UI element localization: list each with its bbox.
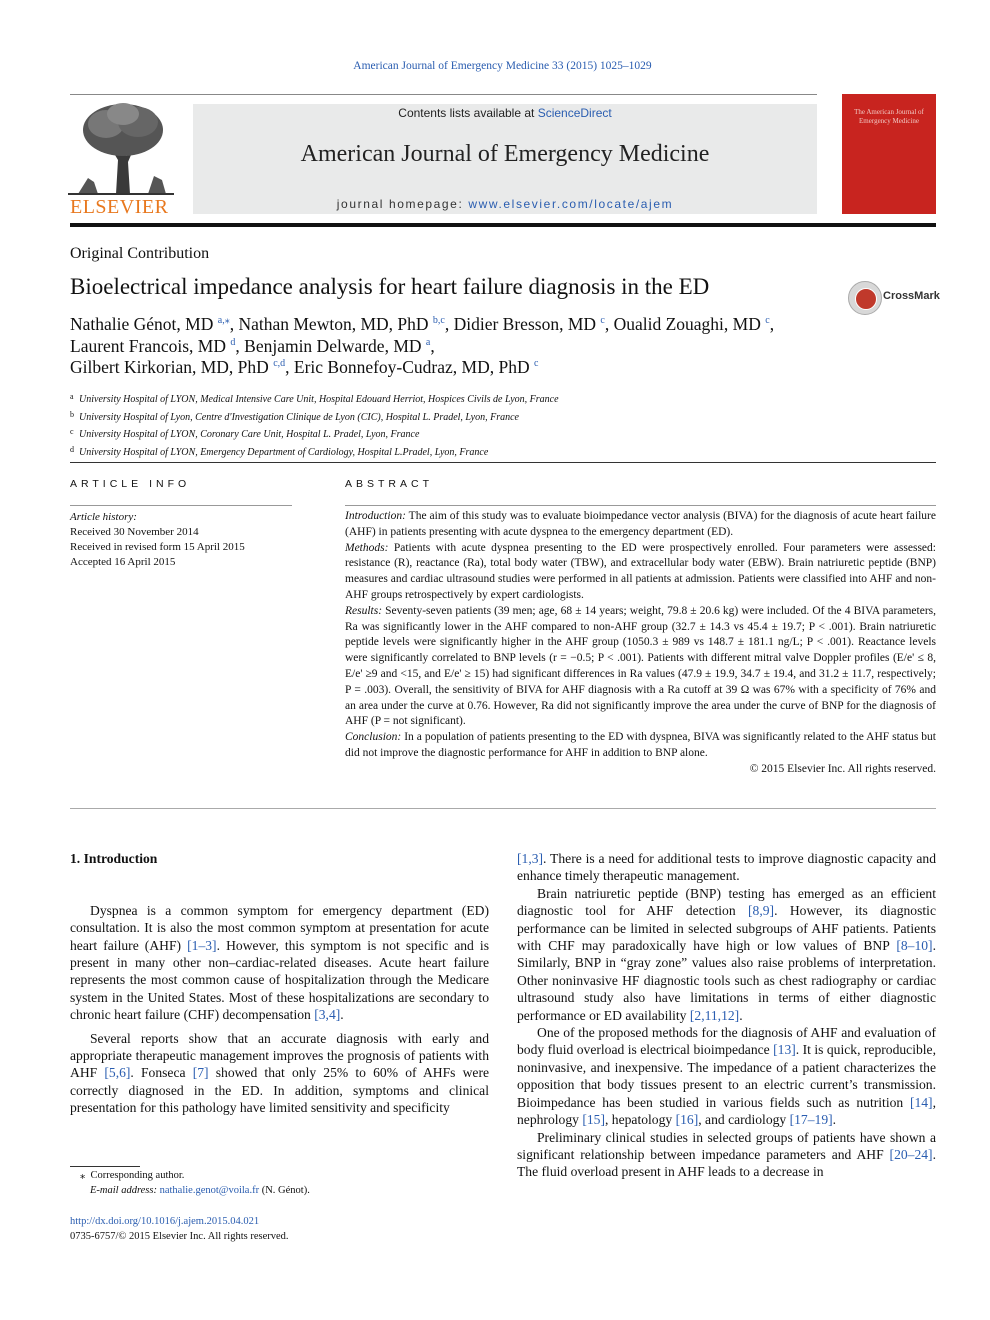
article-info-heading: ARTICLE INFO: [70, 478, 191, 490]
author-affiliation-link[interactable]: c: [765, 315, 770, 326]
contents-prefix: Contents lists available at: [398, 106, 538, 120]
journal-cover-title: The American Journal of Emergency Medicine: [854, 108, 924, 125]
abstract-label: Conclusion:: [345, 731, 402, 744]
reference-link[interactable]: [17–19]: [789, 1112, 833, 1128]
header-divider: [70, 94, 817, 95]
abstract-copyright: © 2015 Elsevier Inc. All rights reserved.: [749, 762, 936, 775]
author-list: [70, 314, 930, 379]
reference-link[interactable]: [13]: [773, 1042, 796, 1058]
reference-link[interactable]: [3,4]: [314, 1007, 341, 1023]
author-affiliation-link[interactable]: c: [600, 315, 605, 326]
author-separator: ,: [229, 314, 239, 334]
divider: [345, 505, 936, 506]
history-received: Received 30 November 2014: [70, 526, 199, 538]
body-paragraph: Brain natriuretic peptide (BNP) testing has emerged as an efficient diagnostic tool for AHF detection [8,9]. However, its diagnostic performance can be limited in selected subgroups of AHF patients. Patients with CHF may paradoxically have high or low values of BNP [8–10]. Similarly, BNP in “gray zone” values also raise problems of interpretation. Other noninvasive HF diagnostic tools such as chest radiography or cardiac ultrasound study also have limitations in terms of either diagnostic performance or ED availability [2,11,12].: [517, 885, 936, 1023]
body-paragraph: [1,3]. There is a need for additional tests to improve diagnostic capacity and enhance timely therapeutic management.: [517, 851, 936, 884]
corresponding-author-footnote: [70, 1168, 490, 1198]
history-accepted: Accepted 16 April 2015: [70, 556, 176, 568]
footnote-mark: ⁎: [80, 1170, 86, 1181]
body-paragraph: Dyspnea is a common symptom for emergency department (ED) consultation. It is also the most common symptom at presentation for acute heart failure (AHF) [1–3]. However, this symptom is not specific and is present in many other non–cardiac-related diseases. Acute heart failure represents the most common cause of hospitalization through the Medicare system in the United States. Most of these hospitalizations are secondary to chronic heart failure (CHF) decompensation [3,4].: [70, 902, 489, 1023]
body-paragraph: Preliminary clinical studies in selected groups of patients have shown a significant relationship between impedance parameters and AHF [20–24]. The fluid overload present in AHF leads to a decrease in: [517, 1129, 936, 1180]
body-column-right: [517, 850, 936, 1181]
affiliation-letter: b: [70, 409, 74, 419]
crossmark-icon: [848, 281, 882, 315]
author: Benjamin Delwarde, MD: [244, 335, 422, 356]
body-column-left: [70, 850, 489, 1117]
affiliation-text: University Hospital of LYON, Medical Intensive Care Unit, Hospital Edouard Herriot, Hospices Civils de Lyon, France: [79, 394, 559, 405]
author-affiliation-link[interactable]: b,c: [432, 315, 445, 326]
crossmark-badge[interactable]: [848, 281, 940, 317]
author-affiliation-link[interactable]: a: [425, 336, 431, 348]
reference-link[interactable]: [16]: [675, 1112, 699, 1128]
article-history: [70, 510, 295, 570]
header-rule: [70, 223, 936, 227]
abstract-text: In a population of patients presenting to the ED with dyspnea, BIVA was significantly related to the AHF status but did not improve the diagnostic performance for AHF in addition to BNP alone.: [345, 731, 936, 759]
author: Oualid Zouaghi, MD: [613, 314, 761, 334]
footnote-email-suffix: (N. Génot).: [259, 1185, 310, 1196]
reference-link[interactable]: [7]: [192, 1065, 209, 1081]
section-type: Original Contribution: [70, 245, 210, 262]
affiliation-item: [70, 443, 930, 461]
author-separator: ,: [604, 314, 614, 334]
abstract-conclusion: [345, 730, 936, 762]
affiliation-letter: d: [70, 444, 74, 454]
footnote-rule: [70, 1166, 140, 1167]
body-paragraph: One of the proposed methods for the diagnosis of AHF and evaluation of body fluid overload is electrical bioimpedance [13]. It is quick, reproducible, noninvasive, and inexpensive. The impedance of a patient characterizes the opposition that body tissues present to an electric current’s transmission. Bioimpedance has been studied in various fields such as nutrition [14], nephrology [15], hepatology [16], and cardiology [17–19].: [517, 1025, 936, 1128]
affiliation-text: University Hospital of LYON, Coronary Care Unit, Hospital L. Pradel, Lyon, France: [79, 429, 420, 440]
divider: [70, 505, 292, 506]
reference-link[interactable]: [20–24]: [889, 1146, 933, 1162]
journal-homepage: [193, 197, 817, 211]
reference-link[interactable]: [1–3]: [187, 937, 217, 953]
article-identifiers: [70, 1215, 490, 1244]
reference-link[interactable]: [8–10]: [896, 938, 933, 954]
author-affiliation-link[interactable]: c,d: [273, 358, 286, 369]
author-affiliation-link[interactable]: a,⁎: [217, 315, 230, 326]
journal-title: American Journal of Emergency Medicine: [300, 141, 710, 167]
section-heading: 1. Introduction: [70, 851, 158, 866]
author: Laurent Francois, MD: [70, 335, 227, 356]
reference-link[interactable]: [8,9]: [748, 903, 775, 919]
history-label: Article history:: [70, 511, 137, 523]
divider: [70, 808, 936, 809]
author-affiliation-link[interactable]: d: [230, 336, 236, 348]
journal-citation[interactable]: American Journal of Emergency Medicine 33 (2015) 1025–1029: [353, 60, 652, 72]
contents-line: [193, 106, 817, 120]
abstract-text: The aim of this study was to evaluate bioimpedance vector analysis (BIVA) for the diagnosis of acute heart failure (AHF) in patients presenting with acute dyspnea to the emergency department (ED).: [345, 510, 936, 538]
author-separator: ,: [430, 335, 435, 356]
abstract-text: Patients with acute dyspnea presenting to the ED were prospectively enrolled. Four parameters were assessed: resistance (R), reactance (Ra), total body water (TBW), and extracellular body water (EBW). Brain natriuretic peptide (BNP) measures and cardiac ultrasound studies were performed in all patients at admission. Patients were classified into AHF and non-AHF groups retrospectively by expert cardiologists.: [345, 541, 936, 601]
reference-link[interactable]: [2,11,12]: [689, 1007, 740, 1023]
author: Gilbert Kirkorian, MD, PhD: [70, 357, 269, 377]
reference-link[interactable]: [15]: [582, 1112, 605, 1128]
abstract-introduction: [345, 509, 936, 541]
affiliation-letter: c: [70, 427, 74, 436]
author: Nathan Mewton, MD, PhD: [238, 314, 429, 334]
affiliation-text: University Hospital of LYON, Emergency Department of Cardiology, Hospital L.Pradel, Lyon, France: [79, 446, 489, 458]
abstract-label: Methods:: [345, 541, 389, 554]
reference-link[interactable]: [14]: [909, 1094, 933, 1110]
abstract-methods: [345, 541, 936, 604]
elsevier-wordmark: ELSEVIER: [70, 196, 169, 218]
crossmark-label: CrossMark: [883, 290, 940, 302]
author: Eric Bonnefoy-Cudraz, MD, PhD: [293, 357, 530, 377]
author-separator: ,: [285, 357, 294, 377]
history-revised: Received in revised form 15 April 2015: [70, 541, 245, 553]
author-separator: ,: [235, 335, 245, 356]
homepage-prefix: journal homepage:: [336, 197, 469, 211]
doi-link[interactable]: http://dx.doi.org/10.1016/j.ajem.2015.04.021: [70, 1216, 260, 1227]
abstract-text: Seventy-seven patients (39 men; age, 68 ± 14 years; weight, 79.8 ± 20.6 kg) were included. Of the 4 BIVA parameters, Ra was significantly lower in the AHF compared to non-AHF group (32.7 ± 14.3 vs 45.4 ± 19.7; P < .001). Brain natriuretic peptide levels were significantly higher in the AHF group (1050.3 ± 989 vs 148.7 ± 181.1 ng/L; P < .001). Reactance levels were significantly correlated to BNP levels (r = −0.5; P < .001). Patients with different mitral valve Doppler profiles (E/e' ≤ 8, E/e' ≥9 and <15, and E/e' ≥ 15) had significant differences in Ra values (47.9 ± 19.9, 34.7 ± 19.4, and 31.2 ± 11.7, respectively; P = .003). Overall, the sensitivity of BIVA for AHF diagnosis with a Ra cutoff at 39 Ω was 67% with a specificity of 76% and an area under the curve at 0.76. However, Ra did not significantly improve the area under the curve of BNP for the diagnosis of AHF (P = not significant).: [345, 604, 936, 728]
abstract-heading: ABSTRACT: [345, 478, 434, 490]
affiliation-letter: a: [70, 392, 74, 401]
reference-link[interactable]: [5,6]: [104, 1065, 131, 1081]
abstract-body: [345, 509, 936, 778]
body-paragraph: Several reports show that an accurate diagnosis with early and appropriate therapeutic management improves the prognosis of patients with AHF [5,6]. Fonseca [7] showed that only 25% to 60% of AHFs were correctly diagnosed in the ED. In addition, symptoms and clinical presentation for this pathology have limited sensitivity and specificity: [70, 1030, 490, 1116]
article-title: Bioelectrical impedance analysis for heart failure diagnosis in the ED: [70, 274, 710, 299]
reference-link[interactable]: [1,3]: [517, 851, 544, 866]
affiliation-item: [70, 425, 930, 443]
issn-copyright: 0735-6757/© 2015 Elsevier Inc. All rights reserved.: [70, 1230, 289, 1242]
footnote-email-label: E-mail address:: [90, 1185, 157, 1196]
email-link[interactable]: nathalie.genot@voila.fr: [159, 1185, 260, 1196]
divider: [70, 462, 936, 463]
sciencedirect-link[interactable]: ScienceDirect: [537, 106, 612, 120]
author-separator: ,: [769, 314, 775, 334]
abstract-label: Introduction:: [345, 510, 406, 522]
affiliation-list: [70, 390, 930, 460]
affiliation-item: [70, 408, 930, 426]
abstract-label: Results:: [345, 604, 383, 617]
affiliation-text: University Hospital of Lyon, Centre d'Investigation Clinique de Lyon (CIC), Hospital L. Pradel, Lyon, France: [79, 411, 519, 423]
author-affiliation-link[interactable]: c: [534, 358, 539, 369]
abstract-results: [345, 604, 936, 730]
author: Nathalie Génot, MD: [70, 314, 214, 334]
homepage-link[interactable]: www.elsevier.com/locate/ajem: [468, 197, 674, 211]
footnote-corresponding: Corresponding author.: [90, 1170, 185, 1181]
author: Didier Bresson, MD: [453, 314, 597, 334]
author-separator: ,: [444, 314, 454, 334]
affiliation-item: [70, 390, 930, 408]
